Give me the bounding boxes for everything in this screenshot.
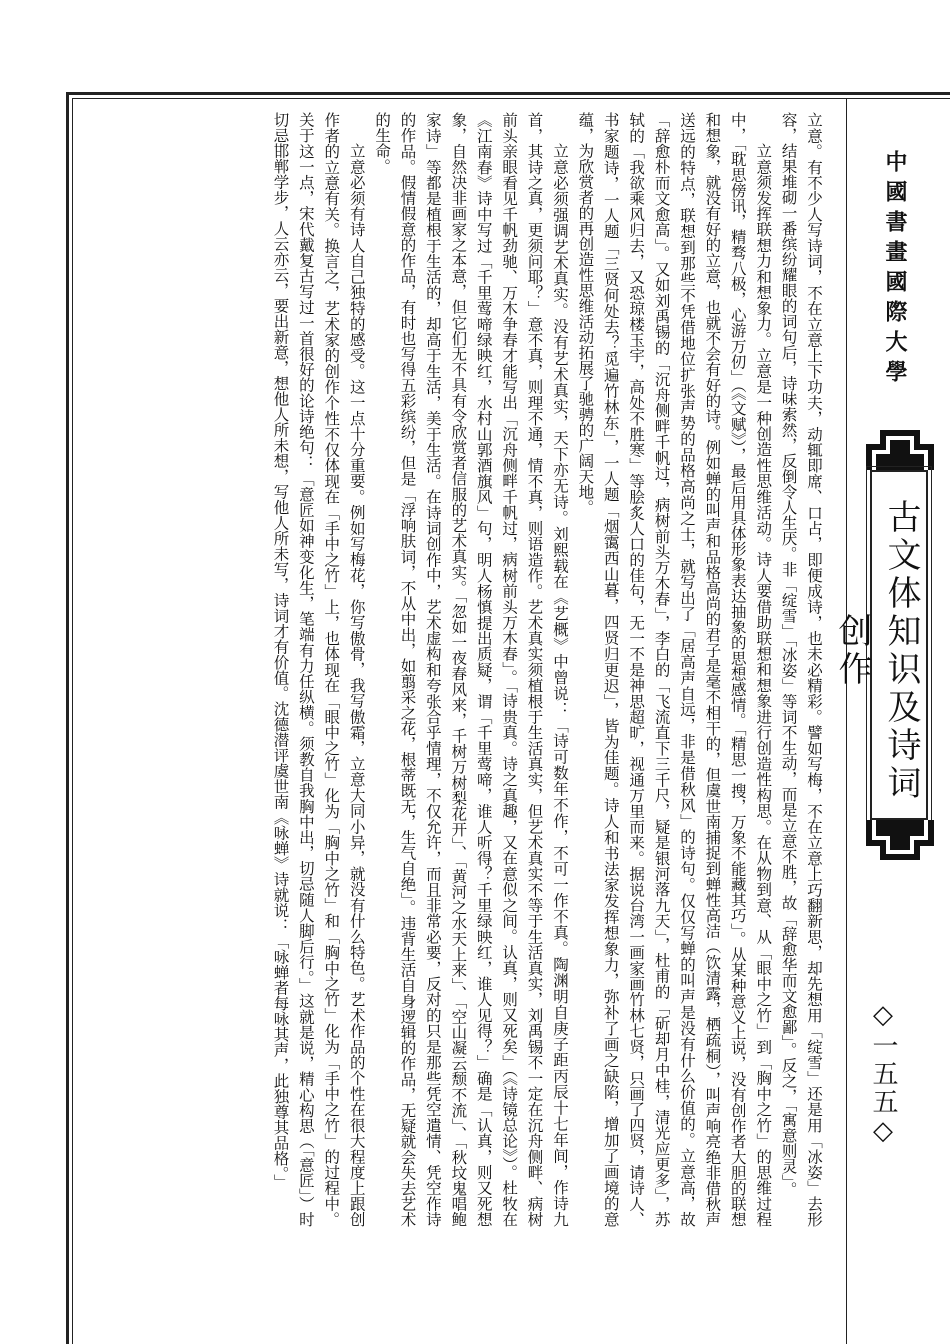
sidebar-divider xyxy=(846,98,847,1344)
cartouche-body xyxy=(832,470,928,820)
book-title-cartouche xyxy=(832,430,942,860)
page-number: ◇一五五◇ xyxy=(868,1000,898,1148)
book-title: 古文体知识及诗词创作 xyxy=(832,499,921,803)
cartouche-top-ornament xyxy=(866,430,934,470)
body-text xyxy=(96,112,826,1227)
cartouche-bottom-ornament xyxy=(866,820,934,860)
paragraph-3: 立意必须强调艺术真实。没有艺术真实，天下亦无诗。刘熙载在《艺概》中曾说：「诗可数年不作，不可一作不真。陶渊明自庚子距丙辰十七年间，作诗九首，其诗之真，更须问耶？」意不真，则理不通，情不真，则语造作。艺术真实须植根于生活真实，但艺术真实不等于生活真实，刘禹锡不一定在沉舟侧畔、病树前头亲眼看见千帆劲驰、万木争春才能写出「沉舟侧畔千帆过，病树前头万木春」。「诗贵真。诗之真趣，又在意似之间。认真，则又死矣」（《诗镜总论》）。杜牧在《江南春》诗中写过「千里莺啼绿映红，水村山郭酒旗风」句，明人杨慎提出质疑，谓「千里莺啼，谁人听得？千里绿映红，谁人见得？」确是「认真，则又死想象，自然决非画家之本意，但它们无不具有令欣赏者信服的艺术真实。「忽如一夜春风来，千树万树梨花开」、「黄河之水天上来」、「空山凝云颓不流」、「秋坟鬼唱鲍家诗」等都是植根于生活的，却高于生活，美于生活。在诗词创作中，艺术虚构和夸张合乎情理，不仅允许，而且非常必要，反对的只是那些凭空遣情、凭空作诗的作品。假情假意的作品，有时也写得五彩缤纷，但是「浮响肤词，不从中出，如翦采之花，根蒂既无，生气自绝」。违背生活自身逻辑的作品，无疑就会失去艺术的生命。 xyxy=(373,112,569,1227)
university-name: 中國書畫國際大學 xyxy=(882,150,907,390)
paragraph-1: 立意。有不少人写诗词，不在立意上下功夫，动辄即席、口占，即便成诗，也未必精彩。譬如写梅，不在立意上巧翻新思，却先想用「绽雪」还是用「冰姿」去形容，结果堆砌一番缤纷耀眼的词句后，诗味索然，反倒令人生厌。非「绽雪」「冰姿」等词不生动，而是立意不胜，故「辞愈华而文愈鄙」。反之，「寓意则灵」。 xyxy=(779,112,823,1227)
paragraph-4: 立意必须有诗人自己独特的感受。这一点十分重要。例如写梅花，你写傲骨，我写傲霜，立意大同小异，就没有什么特色。艺术作品的个性在很大程度上跟创作者的立意有关。换言之，艺术家的创作个性不仅体现在「手中之竹」上，也体现在「眼中之竹」化为「胸中之竹」和「胸中之竹」化为「手中之竹」的过程中。关于这一点，宋代戴复古写过一首很好的论诗绝句：「意匠如神变化生，笔端有力任纵横。须教自我胸中出，切忌随人脚后行。」这就是说，精心构思（「意匠」）时切忌邯郸学步，人云亦云，要出新意，想他人所未想，写他人所未写，诗词才有价值。沈德潜评虞世南《咏蝉》诗就说：「咏蝉者每咏其声，此独尊其品格。」 xyxy=(271,112,366,1227)
paragraph-2: 立意须发挥联想力和想象力。立意是一种创造性思维活动。诗人要借助联想和想象进行创造性构思。在从物到意、从「眼中之竹」到「胸中之竹」的思维过程中，「耽思傍讯，精骛八极，心游万仞」（《文赋》），最后用具体形象表达抽象的思想感情。「精思一搜，万象不能藏其巧」。从某种意义上说，没有创作者大胆的联想和想象，就没有好的立意，也就不会有好的诗。例如蝉的叫声和品格高尚的君子是毫不相干的，但虞世南捕捉到蝉性高洁（饮清露，栖疏桐），叫声响亮绝非借秋声送远的特点，联想到那些不凭借地位扩张声势的品格高尚之士，就写出了「居高声自远，非是借秋风」的诗句。仅仅写蝉的叫声是没有什么价值的。立意高，故「辞愈朴而文愈高」。又如刘禹锡的「沉舟侧畔千帆过，病树前头万木春」，李白的「飞流直下三千尺，疑是银河落九天」，杜甫的「斫却月中桂，清光应更多」，苏轼的「我欲乘风归去，又恐琼楼玉宇，高处不胜寒」等脍炙人口的佳句，无一不是神思超旷，视通万里而来。据说台湾一画家画竹林七贤，只画了四贤，请诗人、书家题诗，一人题「三贤何处去？觅遍竹林东」，一人题「烟霭西山暮，四贤归更迟」，皆为佳题。诗人和书法家发挥想象力，弥补了画之缺陷，增加了画境的意蕴，为欣赏者的再创造性思维活动拓展了驰骋的广阔天地。 xyxy=(576,112,773,1227)
